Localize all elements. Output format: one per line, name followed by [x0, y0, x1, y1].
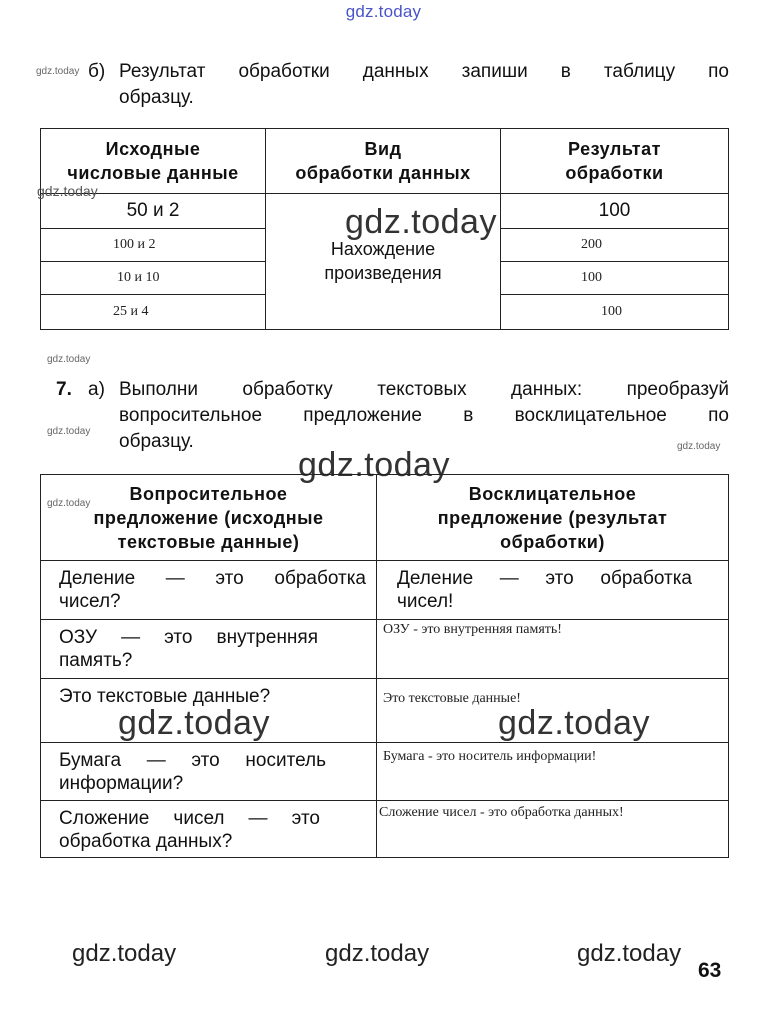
- table2-answer-cell: ОЗУ - это внутренняя память!: [377, 620, 729, 679]
- watermark-top: gdz.today: [345, 2, 422, 21]
- table2-answer-cell: Деление — это обработка чисел!: [377, 561, 729, 620]
- watermark-small: gdz.today: [677, 441, 721, 452]
- table2-question-cell: Сложение чисел — это обработка данных?: [41, 801, 377, 858]
- watermark-small: gdz.today: [36, 66, 80, 77]
- task-label: б): [88, 61, 106, 82]
- watermark-small: gdz.today: [47, 354, 91, 365]
- task-text-line: образцу.: [119, 87, 194, 108]
- task-text-line: Выполни обработку текстовых данных: преобразуй: [119, 379, 729, 400]
- table2-answer-cell: Сложение чисел - это обработка данных!: [377, 801, 729, 858]
- task-text-line: вопросительное предложение в восклицательное по: [119, 405, 729, 426]
- task-text-line: образцу.: [119, 431, 194, 452]
- table2-answer-cell: Бумага - это носитель информации!: [377, 743, 729, 801]
- table1-result-cell: 100: [501, 294, 729, 329]
- table2-header: Восклицательное предложение (результат обработки): [377, 475, 729, 561]
- table1-input-cell: 50 и 2: [41, 193, 266, 228]
- table2-question-cell: Это текстовые данные?: [41, 679, 377, 743]
- task-number: 7.: [56, 379, 72, 400]
- table1-result-cell: 100: [501, 193, 729, 228]
- task-label: а): [88, 379, 105, 400]
- table2-header: Вопросительное предложение (исходные текстовые данные): [41, 475, 377, 561]
- table2-question-cell: Бумага — это носитель информации?: [41, 743, 377, 801]
- table1-input-cell: 10 и 10: [41, 261, 266, 294]
- table1-result-cell: 200: [501, 228, 729, 261]
- watermark-large: gdz.today: [345, 203, 497, 241]
- text-processing-table: [40, 474, 729, 858]
- page-number: 63: [698, 959, 722, 982]
- table1-header: Вид обработки данных: [266, 129, 501, 194]
- table1-header: Исходные числовые данные: [41, 129, 266, 194]
- table1-operation-cell: Нахождение произведения: [266, 193, 501, 329]
- watermark-large: gdz.today: [118, 704, 270, 742]
- task-text-line: Результат обработки данных запиши в таблицу по: [119, 61, 729, 82]
- table1-input-cell: 100 и 2: [41, 228, 266, 261]
- table1-header: Результат обработки: [501, 129, 729, 194]
- table1-result-cell: 100: [501, 261, 729, 294]
- watermark-bottom: gdz.today: [577, 940, 682, 967]
- table2-question-cell: Деление — это обработка чисел?: [41, 561, 377, 620]
- watermark-small: gdz.today: [47, 426, 91, 437]
- watermark-bottom: gdz.today: [325, 940, 430, 967]
- watermark-small: gdz.today: [37, 183, 98, 199]
- table1-input-cell: 25 и 4: [41, 294, 266, 329]
- table2-answer-cell: Это текстовые данные!: [377, 679, 729, 743]
- watermark-large: gdz.today: [498, 704, 650, 742]
- watermark-large: gdz.today: [298, 446, 450, 484]
- watermark-bottom: gdz.today: [72, 940, 177, 967]
- table2-question-cell: ОЗУ — это внутренняя память?: [41, 620, 377, 679]
- watermark-small: gdz.today: [47, 498, 91, 509]
